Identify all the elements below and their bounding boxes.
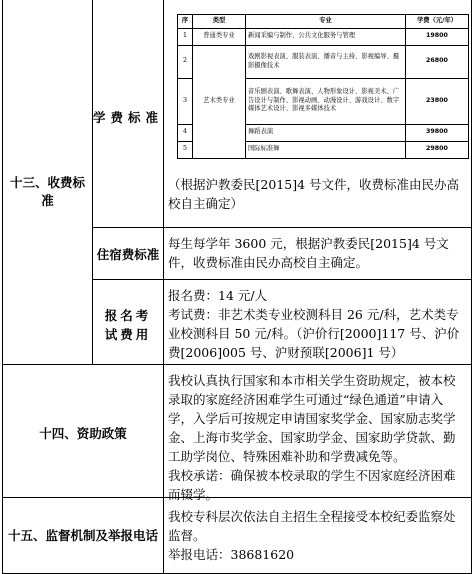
section-label-financial-aid: 十四、资助政策 [39,426,127,441]
fee-row-major: 新闻采编与制作、公共文化服务与管理 [246,28,406,45]
fee-row-amount: 29800 [406,141,469,158]
table-row [178,28,469,45]
fee-row-amount: 26800 [406,45,469,78]
fee-row-amount: 39800 [406,124,469,141]
row-label-tuition: 学费标准 [93,110,164,125]
fee-row-amount: 23800 [406,78,469,124]
fee-row-major: 戏剧影视表演、服装表演、播音与主持、影视编导、摄影摄像技术 [246,45,406,78]
fee-table-header-fee: 学费（元/年） [406,15,469,29]
fee-table-header-row [178,15,469,29]
section-label-supervision: 十五、监督机制及举报电话 [7,528,158,543]
tuition-note: （根据沪教委民[2015]4 号文件，收费标准由民办高校自主确定） [168,177,459,211]
row-label-accommodation: 住宿费标准 [96,247,160,262]
fee-table-header-type: 类型 [193,15,246,29]
fee-row-type: 普通类专业 [193,28,246,45]
section-label-fee-standard: 十三、收费标准 [9,175,85,208]
exam-fee-text: 报名费：14 元/人 考试费：非艺术类专业校测科目 26 元/科，艺术类专业校测科目 50 元/科。（沪价行[2000]117 号、沪价费[2006]005 号、沪财预联[2006]1 号） [168,288,460,360]
fee-table-header-major: 专业 [246,15,406,29]
fee-row-no: 4 [178,124,193,141]
accommodation-fee-text: 每生每学年 3600 元，根据沪教委民[2015]4 号文件，收费标准由民办高校自主确定。 [168,236,449,270]
fee-row-no: 5 [178,141,193,158]
fee-row-major: 舞蹈表演 [246,124,406,141]
supervision-text: 我校专科层次依法自主招生全程接受本校纪委监察处监督。 举报电话：38681620 [168,509,456,562]
fee-row-type: 艺术类专业 [193,45,246,158]
fee-row-no: 1 [178,28,193,45]
fee-table-header-no: 序 [178,15,193,29]
row-label-exam-fee: 报名考试费用 [104,308,152,342]
fee-row-no: 3 [178,78,193,124]
fee-row-major: 国际标准舞 [246,141,406,158]
fee-row-amount: 19800 [406,28,469,45]
tuition-fee-table [177,14,469,159]
financial-aid-text: 我校认真执行国家和本市相关学生资助规定，被本校录取的家庭经济困难学生可通过“绿色通道”申请入学，入学后可按规定申请国家奖学金、国家励志奖学金、上海市奖学金、国家助学金、国家助学贷款、勤工助学岗位、特殊困难补助和学费减免等。 我校承诺：确保被本校录取的学生不因家庭经济困难而辍学。 [168,373,456,502]
fee-row-major: 音乐剧表演、歌舞表演、人物形象设计、影视美术、广告设计与制作、影视动画、动漫设计、游戏设计、数字媒体艺术设计、影视多媒体技术 [246,78,406,124]
table-row [178,45,469,78]
fee-row-no: 2 [178,45,193,78]
